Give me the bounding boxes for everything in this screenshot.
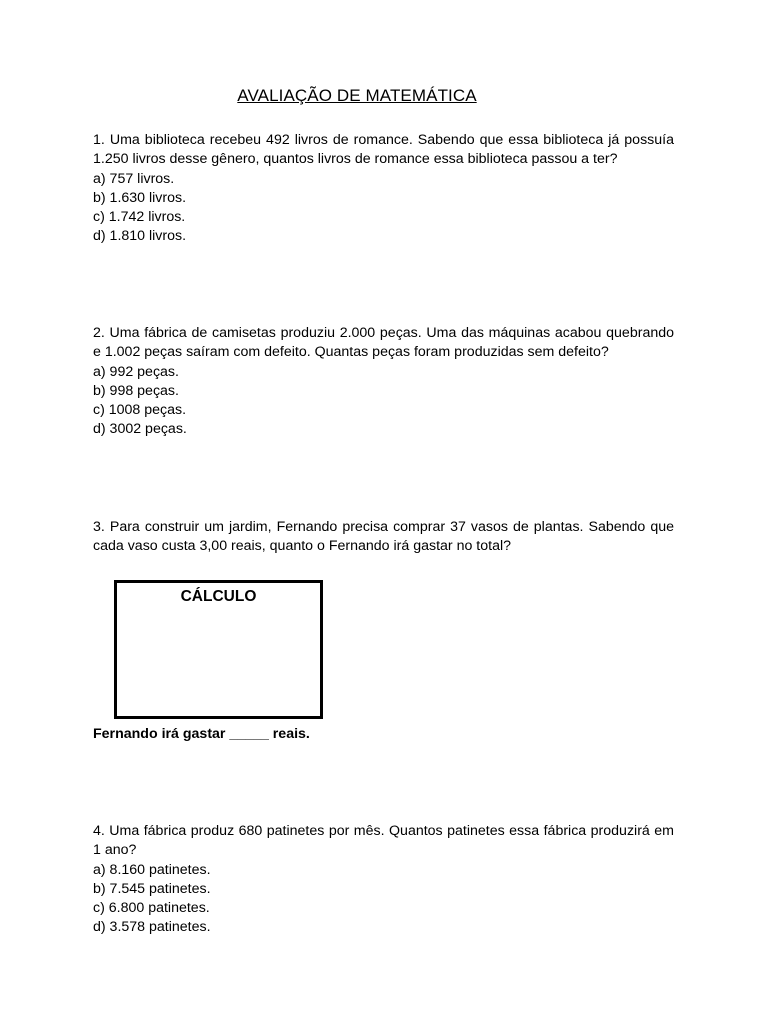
question-2-option-b: b) 998 peças. xyxy=(93,382,179,399)
calculation-box xyxy=(114,580,323,719)
question-3-text: 3. Para construir um jardim, Fernando precisa comprar 37 vasos de plantas. Sabendo que cada vaso custa 3,00 reais, quanto o Fernando irá gastar no total? xyxy=(93,519,674,555)
question-2-option-c: c) 1008 peças. xyxy=(93,402,187,419)
question-1-text: 1. Uma biblioteca recebeu 492 livros de romance. Sabendo que essa biblioteca já possuía 1.250 livros desse gênero, quantos livros de romance essa biblioteca passou a ter? xyxy=(93,132,674,168)
question-1-option-d: d) 1.810 livros. xyxy=(93,228,187,245)
question-4-option-b: b) 7.545 patinetes. xyxy=(93,880,211,897)
question-3-answer-line: Fernando irá gastar _____ reais. xyxy=(93,726,310,742)
question-2-option-a: a) 992 peças. xyxy=(93,363,179,380)
calculation-box-label: CÁLCULO xyxy=(180,588,257,605)
question-3 xyxy=(93,518,674,557)
question-4 xyxy=(93,822,674,938)
question-1-option-b: b) 1.630 livros. xyxy=(93,189,187,206)
question-2-text: 2. Uma fábrica de camisetas produziu 2.000 peças. Uma das máquinas acabou quebrando e 1.002 peças saíram com defeito. Quantas peças foram produzidas sem defeito? xyxy=(93,325,674,361)
question-4-option-d: d) 3.578 patinetes. xyxy=(93,919,211,936)
question-2-option-d: d) 3002 peças. xyxy=(93,421,187,438)
question-4-option-c: c) 6.800 patinetes. xyxy=(93,900,210,917)
question-4-text: 4. Uma fábrica produz 680 patinetes por mês. Quantos patinetes essa fábrica produzirá em 1 ano? xyxy=(93,823,674,859)
question-2 xyxy=(93,324,674,440)
document-title: AVALIAÇÃO DE MATEMÁTICA xyxy=(237,86,477,105)
question-1-option-c: c) 1.742 livros. xyxy=(93,209,186,226)
question-4-option-a: a) 8.160 patinetes. xyxy=(93,861,211,878)
question-1-option-a: a) 757 livros. xyxy=(93,170,175,187)
question-1 xyxy=(93,131,674,247)
